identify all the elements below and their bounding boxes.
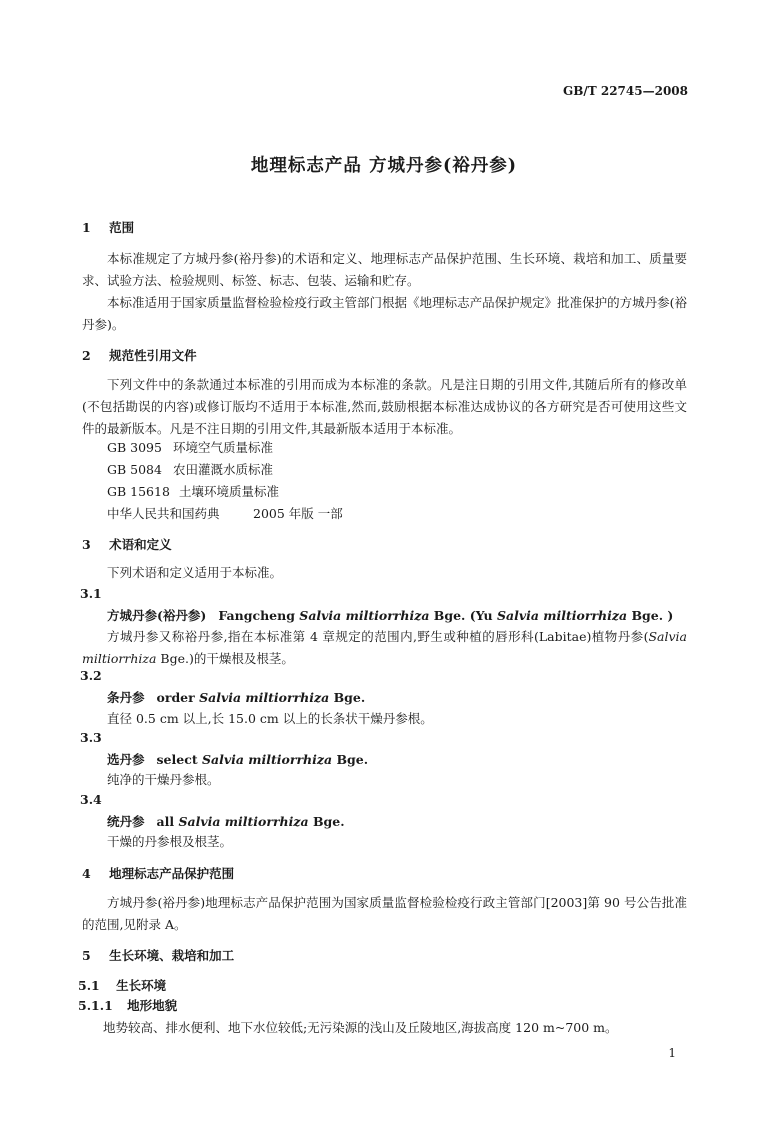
reference-item xyxy=(107,504,343,522)
definition-part: 方城丹参又称裕丹参,指在本标准第 4 章规定的范围内,野生或种植的唇形科(Labitae)植物丹参( xyxy=(107,629,649,644)
section-4-heading xyxy=(82,864,234,882)
term-chinese: 方城丹参(裕丹参) xyxy=(107,608,207,623)
term-english-part: order xyxy=(156,690,200,705)
term-english-part: Bge. ) xyxy=(627,608,674,623)
term-english-part: select xyxy=(156,752,202,767)
term-english-part: Salvia miltiorrhiza xyxy=(201,752,333,767)
term-heading xyxy=(107,606,673,624)
definition-part: Bge.)的干燥根及根茎。 xyxy=(156,651,294,666)
definition-part: Salvia miltiorrhiza xyxy=(82,629,687,666)
term-english-part: all xyxy=(156,814,179,829)
reference-title: 环境空气质量标准 xyxy=(173,440,274,455)
section-1-paragraph-1: 本标准规定了方城丹参(裕丹参)的术语和定义、地理标志产品保护范围、生长环境、栽培和加工、质量要求、试验方法、检验规则、标签、标志、包装、运输和贮存。 xyxy=(82,251,687,288)
term-heading xyxy=(107,750,368,768)
term-english-part: Salvia miltiorrhiza xyxy=(299,608,430,623)
section-title: 范围 xyxy=(109,220,135,235)
term-number: 3.3 xyxy=(80,730,102,745)
reference-title: 农田灌溉水质标准 xyxy=(173,462,274,477)
term-definition: 干燥的丹参根及根茎。 xyxy=(107,834,233,849)
reference-title: 2005 年版 一部 xyxy=(253,506,343,521)
reference-item xyxy=(107,438,273,456)
section-title: 术语和定义 xyxy=(109,537,172,552)
subsection-number: 5.1.1 xyxy=(78,998,113,1013)
term-english-part: Salvia miltiorrhiza xyxy=(178,814,309,829)
page-title: 地理标志产品 方城丹参(裕丹参) xyxy=(250,156,518,176)
subsection-title: 地形地貌 xyxy=(127,998,178,1013)
section-4-paragraph-1: 方城丹参(裕丹参)地理标志产品保护范围为国家质量监督检验检疫行政主管部门[2003]第 90 号公告批准的范围,见附录 A。 xyxy=(82,895,687,932)
subsection-number: 5.1 xyxy=(78,978,100,993)
reference-item xyxy=(107,460,273,478)
section-number: 5 xyxy=(82,948,91,963)
section-number: 3 xyxy=(82,537,91,552)
reference-code: 中华人民共和国药典 xyxy=(107,506,220,521)
reference-code: GB 5084 xyxy=(107,462,162,477)
subsection-title: 生长环境 xyxy=(116,978,167,993)
section-1-heading xyxy=(82,218,134,236)
term-chinese: 条丹参 xyxy=(107,690,145,705)
term-definition xyxy=(82,626,687,670)
term-english-part: Bge. (Yu xyxy=(429,608,497,623)
section-2-paragraph-1: 下列文件中的条款通过本标准的引用而成为本标准的条款。凡是注日期的引用文件,其随后所有的修改单(不包括勘误的内容)或修订版均不适用于本标准,然而,鼓励根据本标准达成协议的各方研究是否可使用这些文件的最新版本。凡是不注日期的引用文件,其最新版本适用于本标准。 xyxy=(82,377,687,436)
subsection-5-1-1-heading xyxy=(78,996,177,1014)
term-english-part: Salvia miltiorrhiza xyxy=(496,608,628,623)
term-english-part: Bge. xyxy=(308,814,345,829)
term-english-part: Fangcheng xyxy=(218,608,300,623)
reference-item xyxy=(107,482,279,500)
term-english-part: Salvia miltiorrhiza xyxy=(199,690,330,705)
reference-code: GB 3095 xyxy=(107,440,162,455)
term-chinese: 统丹参 xyxy=(107,814,145,829)
standard-code: GB/T 22745—2008 xyxy=(562,84,688,98)
term-heading xyxy=(107,688,365,706)
term-definition: 直径 0.5 cm 以上,长 15.0 cm 以上的长条状干燥丹参根。 xyxy=(107,711,433,726)
section-3-intro: 下列术语和定义适用于本标准。 xyxy=(107,565,283,580)
reference-title: 土壤环境质量标准 xyxy=(179,484,280,499)
section-title: 规范性引用文件 xyxy=(109,348,197,363)
section-3-heading xyxy=(82,535,172,553)
term-definition: 纯净的干燥丹参根。 xyxy=(107,772,220,787)
section-5-paragraph-1: 地势较高、排水便利、地下水位较低;无污染源的浅山及丘陵地区,海拔高度 120 m~700 m。 xyxy=(103,1020,618,1035)
reference-code: GB 15618 xyxy=(107,484,170,499)
term-number: 3.1 xyxy=(80,586,102,601)
term-heading xyxy=(107,812,345,830)
term-english-part: Bge. xyxy=(329,690,366,705)
section-number: 4 xyxy=(82,866,91,881)
subsection-5-1-heading xyxy=(78,976,166,994)
section-title: 生长环境、栽培和加工 xyxy=(109,948,235,963)
term-number: 3.4 xyxy=(80,792,102,807)
page-number: 1 xyxy=(668,1046,676,1060)
term-english-part: Bge. xyxy=(332,752,369,767)
section-title: 地理标志产品保护范围 xyxy=(109,866,235,881)
term-chinese: 选丹参 xyxy=(107,752,145,767)
term-number: 3.2 xyxy=(80,668,102,683)
section-number: 2 xyxy=(82,348,91,363)
section-number: 1 xyxy=(82,220,91,235)
section-5-heading xyxy=(82,946,234,964)
section-2-heading xyxy=(82,346,197,364)
section-1-paragraph-2: 本标准适用于国家质量监督检验检疫行政主管部门根据《地理标志产品保护规定》批准保护的方城丹参(裕丹参)。 xyxy=(82,295,687,332)
